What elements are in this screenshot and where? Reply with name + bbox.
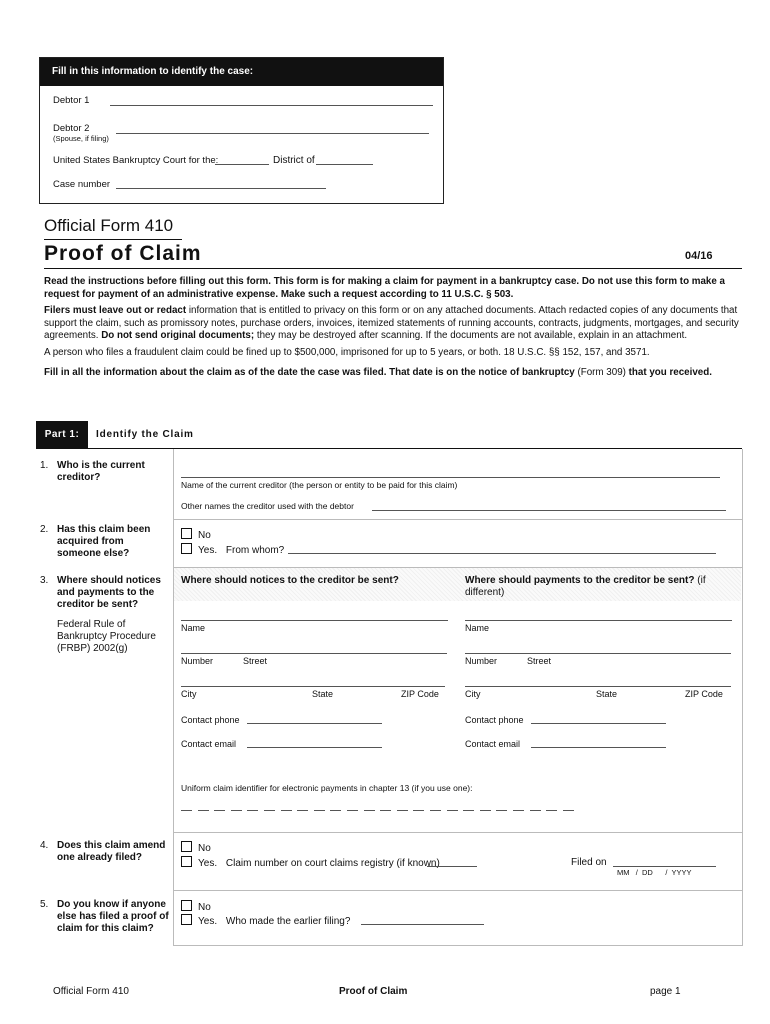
q5-no-option[interactable]	[181, 900, 211, 913]
payments-number-label: Number	[465, 656, 498, 666]
other-names-field[interactable]	[372, 510, 726, 511]
notices-phone-field[interactable]	[247, 723, 382, 724]
q2-question: Has this claim been acquired from someone else?	[57, 524, 151, 559]
q2-yes-label: Yes.	[198, 545, 218, 556]
payments-email-label: Contact email	[465, 739, 521, 749]
q5-no-checkbox[interactable]	[181, 900, 192, 911]
notices-email-field[interactable]	[247, 747, 382, 748]
q2-yes-option[interactable]	[181, 543, 284, 556]
instructions-p3: A person who files a fraudulent claim could be fined up to $500,000, imprisoned for up to 5 years, or both. 18 U.S.C. §§ 152, 157, and 3571.	[44, 346, 650, 358]
q5-yes-label: Yes.	[198, 916, 218, 927]
uniform-id-slot[interactable]	[231, 810, 242, 811]
uniform-id-slot[interactable]	[430, 810, 441, 811]
q4-filed-on-field[interactable]	[613, 866, 716, 867]
uniform-id-slot[interactable]	[397, 810, 408, 811]
uniform-id-slot[interactable]	[513, 810, 524, 811]
q5-yes-option[interactable]	[181, 914, 350, 927]
form-title: Proof of Claim	[44, 242, 202, 265]
uniform-id-slot[interactable]	[463, 810, 474, 811]
uniform-id-slot[interactable]	[264, 810, 275, 811]
part1-tag: Part 1:	[36, 421, 88, 448]
instructions-p2-lead: Filers must leave out or redact	[44, 305, 187, 317]
debtor2-note: (Spouse, if filing)	[53, 134, 109, 143]
instructions-p2	[44, 305, 744, 343]
uniform-id-field[interactable]	[181, 805, 581, 815]
notices-name-label: Name	[181, 623, 206, 633]
sep-1	[173, 519, 742, 520]
notices-number-label: Number	[181, 656, 214, 666]
q2-num: 2.	[40, 524, 49, 535]
creditor-caption: Name of the current creditor (the person or entity to be paid for this claim)	[181, 480, 458, 490]
payments-phone-field[interactable]	[531, 723, 666, 724]
instructions-p1: Read the instructions before filling out this form. This form is for making a claim for payment in a bankruptcy case. Do not use this form to make a request for payment of an administrative expense. Make such a request according to 11 U.S.C. § 503.	[44, 276, 726, 300]
q5-yes-checkbox[interactable]	[181, 914, 192, 925]
q5-question: Do you know if anyone else has filed a proof of claim for this claim?	[57, 899, 169, 934]
uniform-id-slot[interactable]	[281, 810, 292, 811]
instructions-p4-a: Fill in all the information about the claim as of the date the case was filed. That date is on the notice of bankruptcy	[44, 366, 575, 378]
q4-no-option[interactable]	[181, 841, 211, 854]
sep-4	[173, 890, 742, 891]
notices-phone-label: Contact phone	[181, 715, 240, 725]
form-revision: 04/16	[685, 250, 713, 262]
instructions	[44, 276, 744, 379]
debtor2-field[interactable]	[116, 133, 429, 134]
case-info-box	[39, 57, 444, 204]
payments-header-rest: (if different)	[465, 575, 706, 598]
q2-no-option[interactable]	[181, 528, 211, 541]
q5-num: 5.	[40, 899, 49, 910]
instructions-p4	[44, 367, 744, 380]
q2-from-whom-label: From whom?	[225, 545, 285, 556]
uniform-id-label: Uniform claim identifier for electronic payments in chapter 13 (if you use one):	[181, 783, 473, 793]
uniform-id-slot[interactable]	[181, 810, 192, 811]
uniform-id-slot[interactable]	[198, 810, 209, 811]
uniform-id-slot[interactable]	[380, 810, 391, 811]
official-form-name: Official Form 410	[44, 216, 174, 235]
q2-no-label: No	[198, 530, 211, 541]
case-number-label: Case number	[53, 179, 111, 190]
footer-page-number: page 1	[650, 986, 681, 997]
q4-no-label: No	[198, 843, 211, 854]
q4-date-format: MM / DD / YYYY	[617, 868, 692, 877]
debtor1-field[interactable]	[110, 105, 433, 106]
payments-phone-label: Contact phone	[465, 715, 524, 725]
uniform-id-slot[interactable]	[480, 810, 491, 811]
payments-city-label: City	[465, 689, 481, 699]
court-label: United States Bankruptcy Court for the:	[53, 155, 219, 166]
title-rule	[44, 239, 182, 240]
other-names-label: Other names the creditor used with the debtor	[181, 501, 354, 511]
payments-name-field[interactable]	[465, 620, 732, 621]
notices-street-field[interactable]	[181, 653, 447, 654]
q4-yes-checkbox[interactable]	[181, 856, 192, 867]
instructions-p2-bold: Do not send original documents;	[101, 330, 255, 342]
q2-yes-checkbox[interactable]	[181, 543, 192, 554]
payments-header-bold: Where should payments to the creditor be sent?	[465, 575, 695, 586]
uniform-id-slot[interactable]	[413, 810, 424, 811]
q2-from-whom-field[interactable]	[288, 553, 716, 554]
instructions-p2-body: information that is entitled to privacy on this form or on any attached documents. Attach redacted copies of any documents that support the claim, such as promissory notes, purchase orders, invoices, itemized statements of running accounts, contracts, judgments, mortgages, and security agreements.	[44, 305, 739, 342]
q4-registry-field[interactable]	[427, 866, 477, 867]
q3-rule: Federal Rule of Bankruptcy Procedure (FRBP) 2002(g)	[57, 619, 156, 654]
footer-form-name: Official Form 410	[53, 986, 129, 997]
q3-question: Where should notices and payments to the creditor be sent?	[57, 575, 161, 610]
instructions-p4-b: (Form 309)	[574, 366, 629, 378]
title-underline	[44, 268, 742, 269]
payments-header	[465, 575, 735, 599]
uniform-id-slot[interactable]	[347, 810, 358, 811]
sep-3	[173, 832, 742, 833]
notices-city-label: City	[181, 689, 197, 699]
q4-no-checkbox[interactable]	[181, 841, 192, 852]
notices-state-label: State	[312, 689, 334, 699]
payments-street-label: Street	[527, 656, 552, 666]
q4-num: 4.	[40, 840, 49, 851]
payments-city-field[interactable]	[465, 686, 731, 687]
payments-zip-label: ZIP Code	[685, 689, 723, 699]
district-field[interactable]	[316, 164, 373, 165]
uniform-id-slot[interactable]	[530, 810, 541, 811]
uniform-id-slot[interactable]	[563, 810, 574, 811]
q4-registry-label: Claim number on court claims registry (if known)	[225, 858, 440, 869]
uniform-id-slot[interactable]	[546, 810, 557, 811]
uniform-id-slot[interactable]	[297, 810, 308, 811]
q4-yes-option[interactable]	[181, 856, 440, 869]
creditor-name-field[interactable]	[181, 477, 720, 478]
uniform-id-slot[interactable]	[330, 810, 341, 811]
part1-title: Identify the Claim	[96, 429, 194, 440]
debtor2-label: Debtor 2	[53, 123, 90, 134]
notices-name-field[interactable]	[181, 620, 448, 621]
uniform-id-slot[interactable]	[447, 810, 458, 811]
case-info-header: Fill in this information to identify the case:	[40, 58, 443, 86]
q4-question: Does this claim amend one already filed?	[57, 840, 166, 863]
court-field[interactable]	[215, 164, 269, 165]
notices-email-label: Contact email	[181, 739, 237, 749]
uniform-id-slot[interactable]	[247, 810, 258, 811]
uniform-id-slot[interactable]	[364, 810, 375, 811]
q1-num: 1.	[40, 460, 49, 471]
notices-city-field[interactable]	[181, 686, 445, 687]
uniform-id-slot[interactable]	[214, 810, 225, 811]
q3-num: 3.	[40, 575, 49, 586]
q5-earlier-label: Who made the earlier filing?	[225, 916, 351, 927]
q1-question: Who is the current creditor?	[57, 460, 145, 483]
q2-no-checkbox[interactable]	[181, 528, 192, 539]
instructions-p4-c: that you received.	[628, 366, 712, 378]
payments-name-label: Name	[465, 623, 490, 633]
notices-header: Where should notices to the creditor be sent?	[181, 575, 399, 586]
notices-zip-label: ZIP Code	[401, 689, 439, 699]
q5-no-label: No	[198, 902, 211, 913]
q4-yes-label: Yes.	[198, 858, 218, 869]
payments-street-field[interactable]	[465, 653, 731, 654]
instructions-p2-tail: they may be destroyed after scanning. If the documents are not available, explain in an attachment.	[254, 330, 688, 342]
payments-state-label: State	[596, 689, 618, 699]
uniform-id-slot[interactable]	[314, 810, 325, 811]
q5-earlier-field[interactable]	[361, 924, 484, 925]
q4-filed-on-label: Filed on	[571, 857, 607, 868]
payments-email-field[interactable]	[531, 747, 666, 748]
debtor1-label: Debtor 1	[53, 95, 90, 106]
footer-title: Proof of Claim	[339, 986, 408, 997]
case-number-field[interactable]	[116, 188, 326, 189]
notices-street-label: Street	[243, 656, 268, 666]
uniform-id-slot[interactable]	[496, 810, 507, 811]
district-label: District of	[273, 155, 315, 166]
